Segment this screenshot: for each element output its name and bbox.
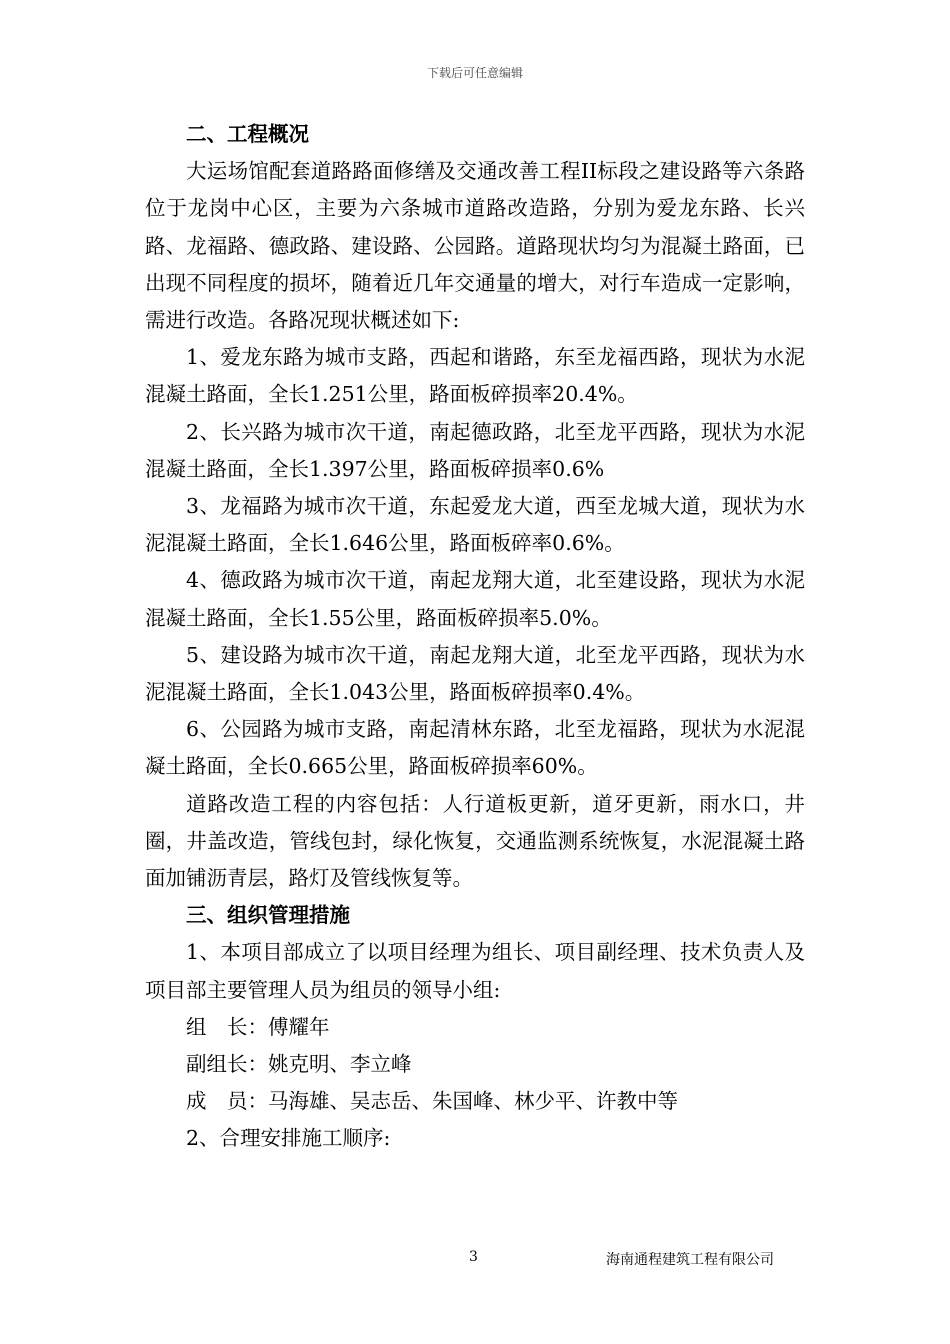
scope-paragraph: 道路改造工程的内容包括：人行道板更新，道牙更新，雨水口，井圈，井盖改造，管线包封，绿化恢复，交通监测系统恢复，水泥混凝土路面加铺沥青层，路灯及管线恢复等。 xyxy=(145,791,805,891)
road-item-3: 3、龙福路为城市次干道，东起爱龙大道，西至龙城大道，现状为水泥混凝土路面，全长1.646公里，路面板碎率0.6%。 xyxy=(145,494,805,556)
team-members: 成 员：马海雄、吴志岳、朱国峰、林少平、许教中等 xyxy=(186,1089,678,1114)
overview-paragraph: 大运场馆配套道路路面修缮及交通改善工程II标段之建设路等六条路位于龙岗中心区，主要为六条城市道路改造路，分别为爱龙东路、长兴路、龙福路、德政路、建设路、公园路。道路现状均匀为混凝土路面，已出现不同程度的损坏，随着近几年交通量的增大，对行车造成一定影响，需进行改造。各路况现状概述如下: xyxy=(145,159,805,333)
document-body xyxy=(145,116,805,1158)
road-item-1: 1、爱龙东路为城市支路，西起和谐路，东至龙福西路，现状为水泥混凝土路面，全长1.251公里，路面板碎损率20.4%。 xyxy=(145,345,805,407)
road-item-5: 5、建设路为城市次干道，南起龙翔大道，北至龙平西路，现状为水泥混凝土路面，全长1.043公里，路面板碎损率0.4%。 xyxy=(145,642,805,705)
road-item-4: 4、德政路为城市次干道，南起龙翔大道，北至建设路，现状为水泥混凝土路面，全长1.55公里，路面板碎损率5.0%。 xyxy=(145,568,805,630)
page-number: 3 xyxy=(469,1249,478,1265)
road-item-2: 2、长兴路为城市次干道，南起德政路，北至龙平西路，现状为水泥混凝土路面，全长1.397公里，路面板碎损率0.6% xyxy=(145,419,805,481)
management-item-1: 1、本项目部成立了以项目经理为组长、项目副经理、技术负责人及项目部主要管理人员为组员的领导小组: xyxy=(145,940,805,1002)
section-heading-management: 三、组织管理措施 xyxy=(186,903,350,928)
road-item-6: 6、公园路为城市支路，南起清林东路，北至龙福路，现状为水泥混凝土路面，全长0.665公里，路面板碎损率60%。 xyxy=(145,717,805,779)
team-deputy: 副组长：姚克明、李立峰 xyxy=(186,1052,412,1077)
page-header: 下载后可任意编辑 xyxy=(426,66,523,80)
company-name: 海南通程建筑工程有限公司 xyxy=(606,1252,774,1268)
section-heading-overview: 二、工程概况 xyxy=(186,122,309,146)
management-item-2: 2、合理安排施工顺序: xyxy=(186,1126,391,1151)
team-leader: 组 长：傅耀年 xyxy=(186,1014,330,1039)
